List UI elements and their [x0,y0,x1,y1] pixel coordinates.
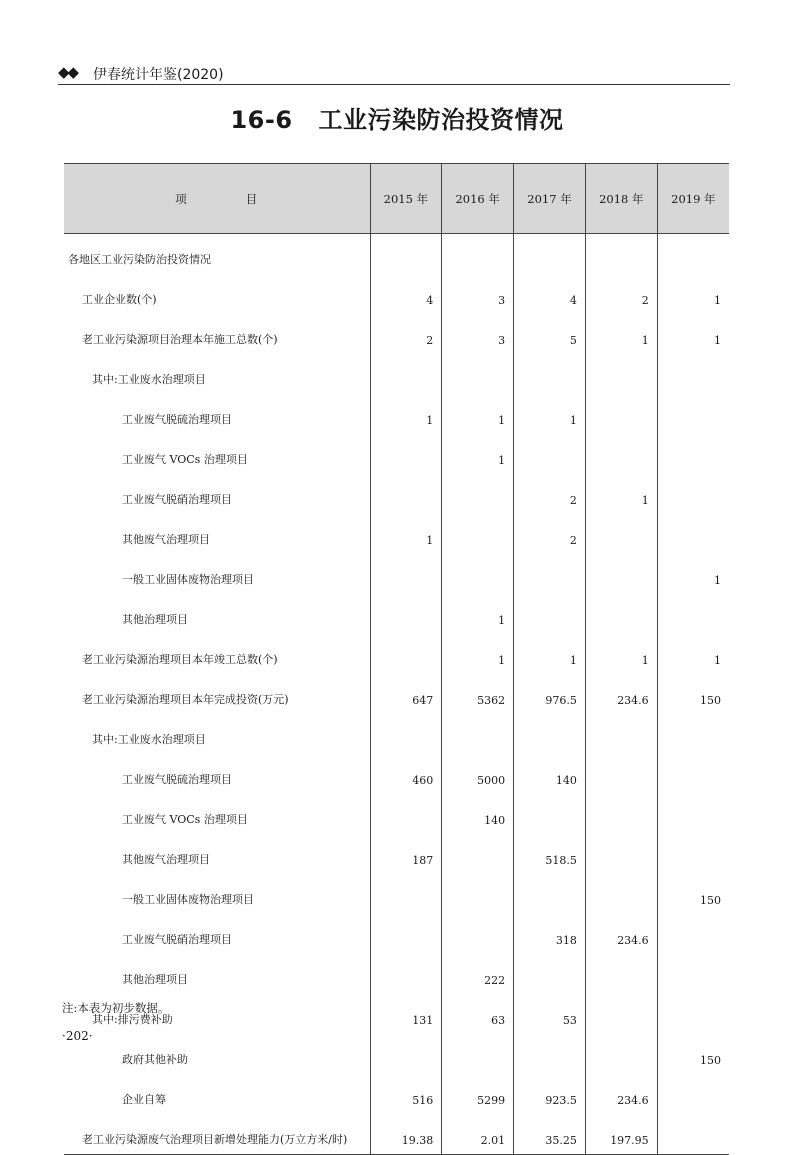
cell-value [585,514,657,554]
cell-value: 1 [657,634,729,674]
cell-value [657,794,729,834]
cell-value [442,1034,514,1074]
table-row [64,954,729,994]
cell-value [585,834,657,874]
cell-value: 518.5 [514,834,586,874]
cell-value [585,234,657,275]
table-title: 工业污染防治投资情况 [318,106,564,134]
cell-value: 1 [585,634,657,674]
page-title [0,100,794,135]
cell-value: 234.6 [585,914,657,954]
cell-value [370,794,442,834]
cell-value [585,434,657,474]
cell-value: 1 [514,394,586,434]
row-label: 一般工业固体废物治理项目 [122,893,254,906]
cell-value [657,354,729,394]
cell-value: 234.6 [585,1074,657,1114]
cell-value: 318 [514,914,586,954]
cell-value: 460 [370,754,442,794]
row-label: 其他废气治理项目 [122,853,210,866]
row-label: 其中:工业废水治理项目 [92,733,206,746]
table-row [64,914,729,954]
cell-value: 1 [370,514,442,554]
table-row [64,1074,729,1114]
cell-value [657,474,729,514]
table-row [64,594,729,634]
cell-value: 1 [585,474,657,514]
table-row [64,1034,729,1074]
cell-value [585,594,657,634]
cell-value: 197.95 [585,1114,657,1155]
year-column-header: 2016 年 [442,164,514,234]
year-column-header: 2019 年 [657,164,729,234]
cell-value: 1 [585,314,657,354]
cell-value [657,754,729,794]
cell-value: 5 [514,314,586,354]
cell-value [657,514,729,554]
cell-value [514,354,586,394]
page-number: ·202· [62,1029,93,1043]
table-row [64,274,729,314]
row-label: 其他治理项目 [122,973,188,986]
cell-value: 2.01 [442,1114,514,1155]
cell-value [657,594,729,634]
cell-value: 2 [514,474,586,514]
cell-value: 2 [514,514,586,554]
cell-value: 1 [442,594,514,634]
table-row [64,234,729,275]
cell-value: 2 [370,314,442,354]
row-label: 工业废气 VOCs 治理项目 [122,453,248,466]
cell-value: 140 [514,754,586,794]
table-body [64,234,729,1155]
cell-value [657,834,729,874]
table-row [64,714,729,754]
table-row [64,1114,729,1155]
row-label: 工业废气脱硫治理项目 [122,773,232,786]
cell-value [585,554,657,594]
row-label: 其他治理项目 [122,613,188,626]
cell-value: 234.6 [585,674,657,714]
cell-value: 976.5 [514,674,586,714]
cell-value [514,594,586,634]
table-row [64,554,729,594]
cell-value [370,914,442,954]
row-label: 老工业污染源治理项目本年竣工总数(个) [82,653,278,666]
cell-value [657,1114,729,1155]
cell-value [370,714,442,754]
cell-value [514,554,586,594]
cell-value [514,434,586,474]
table-row [64,394,729,434]
cell-value: 222 [442,954,514,994]
cell-value [585,1034,657,1074]
row-label: 各地区工业污染防治投资情况 [68,253,211,266]
cell-value [657,234,729,275]
cell-value [657,954,729,994]
cell-value [657,394,729,434]
cell-value: 150 [657,674,729,714]
table-row [64,514,729,554]
cell-value [370,354,442,394]
cell-value: 4 [514,274,586,314]
table-row [64,874,729,914]
cell-value: 923.5 [514,1074,586,1114]
table-row [64,434,729,474]
cell-value [585,754,657,794]
cell-value: 647 [370,674,442,714]
cell-value [370,234,442,275]
cell-value: 1 [657,554,729,594]
cell-value [442,714,514,754]
table-row [64,674,729,714]
cell-value: 2 [585,274,657,314]
cell-value [442,554,514,594]
cell-value [370,554,442,594]
cell-value: 5362 [442,674,514,714]
cell-value: 1 [442,434,514,474]
cell-value: 1 [442,634,514,674]
cell-value [370,474,442,514]
cell-value [442,834,514,874]
cell-value [585,994,657,1034]
row-label: 老工业污染源治理项目本年完成投资(万元) [82,693,289,706]
cell-value [514,794,586,834]
cell-value [370,1034,442,1074]
cell-value [442,474,514,514]
cell-value: 516 [370,1074,442,1114]
cell-value: 53 [514,994,586,1034]
cell-value [585,394,657,434]
cell-value [657,994,729,1034]
cell-value [657,1074,729,1114]
cell-value: 1 [514,634,586,674]
cell-value: 5299 [442,1074,514,1114]
cell-value [585,874,657,914]
cell-value [370,434,442,474]
table-row [64,794,729,834]
row-label: 老工业污染源废气治理项目新增处理能力(万立方米/时) [64,1114,370,1155]
table-row [64,354,729,394]
table-number: 16-6 [230,106,293,134]
cell-value [585,794,657,834]
cell-value [514,714,586,754]
row-label: 工业废气脱硫治理项目 [122,413,232,426]
cell-value: 4 [370,274,442,314]
cell-value [442,874,514,914]
cell-value: 1 [657,314,729,354]
cell-value: 19.38 [370,1114,442,1155]
row-label: 其他废气治理项目 [122,533,210,546]
row-label: 工业废气 VOCs 治理项目 [122,813,248,826]
year-column-header: 2015 年 [370,164,442,234]
cell-value [370,634,442,674]
cell-value [442,234,514,275]
table-row [64,634,729,674]
cell-value: 150 [657,1034,729,1074]
cell-value [585,714,657,754]
cell-value [370,954,442,994]
cell-value [514,874,586,914]
cell-value: 131 [370,994,442,1034]
table-row [64,474,729,514]
cell-value: 150 [657,874,729,914]
row-label: 其中:排污费补助 [92,1013,173,1026]
cell-value [442,354,514,394]
cell-value [585,354,657,394]
cell-value [514,954,586,994]
cell-value: 3 [442,274,514,314]
cell-value [657,434,729,474]
table-row [64,754,729,794]
cell-value [514,1034,586,1074]
cell-value [370,874,442,914]
row-label: 工业废气脱硝治理项目 [122,493,232,506]
diamond-icon: ◆◆ [58,63,78,81]
year-column-header: 2018 年 [585,164,657,234]
cell-value: 63 [442,994,514,1034]
row-label: 一般工业固体废物治理项目 [122,573,254,586]
cell-value: 1 [657,274,729,314]
cell-value: 187 [370,834,442,874]
row-label: 工业企业数(个) [82,293,157,306]
table-row [64,314,729,354]
cell-value [442,514,514,554]
cell-value: 35.25 [514,1114,586,1155]
cell-value: 1 [442,394,514,434]
cell-value [514,234,586,275]
table-header-row [64,164,729,234]
running-header [58,62,730,85]
row-label: 工业废气脱硝治理项目 [122,933,232,946]
cell-value [657,714,729,754]
item-column-header: 项 目 [64,164,370,234]
row-label: 其中:工业废水治理项目 [92,373,206,386]
year-column-header: 2017 年 [514,164,586,234]
row-label: 企业自筹 [122,1093,166,1106]
table-row [64,834,729,874]
cell-value: 5000 [442,754,514,794]
cell-value [370,594,442,634]
book-title: 伊春统计年鉴(2020) [93,67,224,83]
footnote: 注:本表为初步数据。 [62,1001,170,1015]
row-label: 政府其他补助 [122,1053,188,1066]
cell-value [585,954,657,994]
cell-value [442,914,514,954]
cell-value [657,914,729,954]
cell-value: 140 [442,794,514,834]
cell-value: 3 [442,314,514,354]
row-label: 老工业污染源项目治理本年施工总数(个) [82,333,278,346]
cell-value: 1 [370,394,442,434]
